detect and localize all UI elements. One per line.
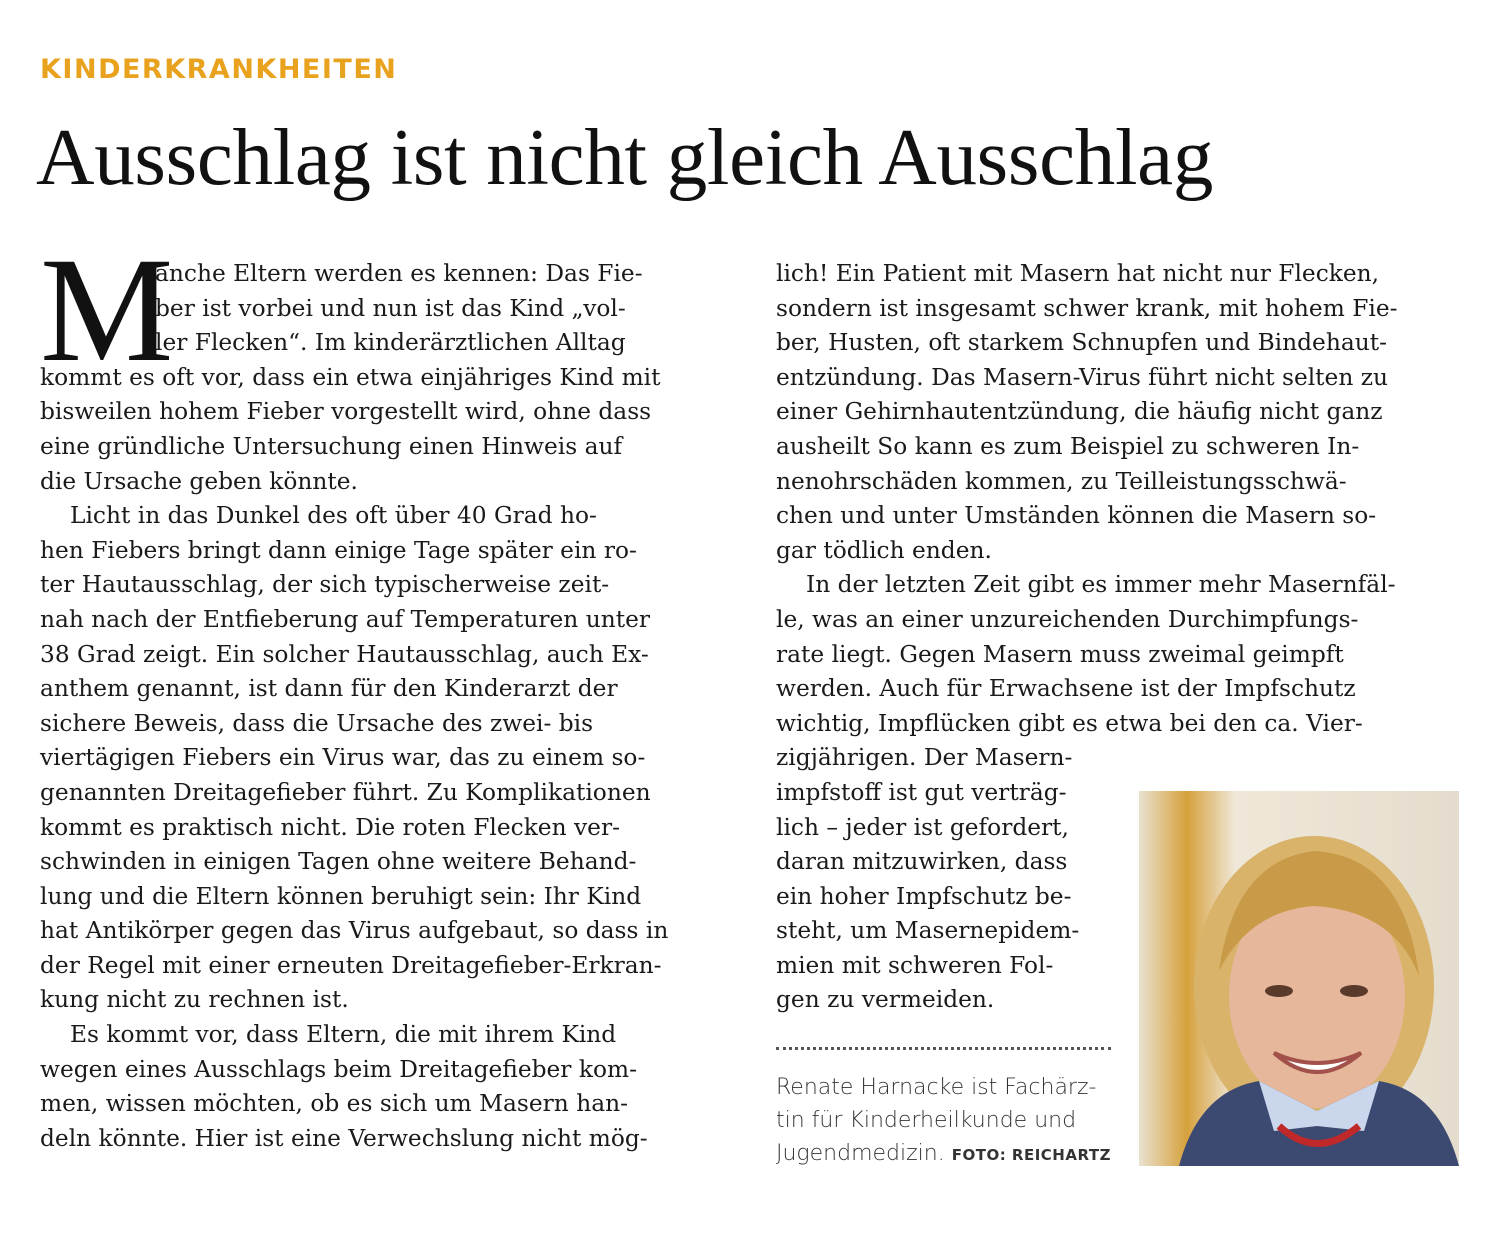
body-line: daran mitzuwirken, dass (776, 848, 1068, 876)
body-line: kung nicht zu rechnen ist. (40, 986, 349, 1014)
author-portrait-photo (1139, 791, 1459, 1166)
body-line: 38 Grad zeigt. Ein solcher Hautausschlag, auch Ex- (40, 640, 649, 668)
body-line: zigjährigen. Der Masern- (776, 744, 1073, 772)
body-line: sichere Beweis, dass die Ursache des zwei- bis (40, 709, 594, 737)
body-line: entzündung. Das Masern-Virus führt nicht selten zu (776, 363, 1389, 391)
article-column-1 (40, 257, 730, 1156)
portrait-illustration (1139, 791, 1459, 1166)
body-line: chen und unter Umständen können die Masern so- (776, 502, 1377, 530)
article-headline: Ausschlag ist nicht gleich Ausschlag (36, 112, 1214, 202)
body-line: Licht in das Dunkel des oft über 40 Grad ho- (70, 502, 597, 530)
body-line: kommt es praktisch nicht. Die roten Flecken ver- (40, 813, 620, 841)
body-line: gar tödlich enden. (776, 536, 992, 564)
caption-line: tin für Kinderheilkunde und (776, 1108, 1077, 1133)
body-line: der Regel mit einer erneuten Dreitagefieber-Erkran- (40, 951, 662, 979)
body-line: bisweilen hohem Fieber vorgestellt wird, ohne dass (40, 398, 652, 426)
body-line: ler Flecken“. Im kinderärztlichen Alltag (155, 329, 626, 357)
body-line: rate liegt. Gegen Masern muss zweimal geimpft (776, 640, 1344, 668)
body-line: nah nach der Entfieberung auf Temperaturen unter (40, 605, 651, 633)
body-line: deln könnte. Hier ist eine Verwechslung nicht mög- (40, 1124, 648, 1152)
body-line: sondern ist insgesamt schwer krank, mit hohem Fie- (776, 294, 1398, 322)
photo-caption (776, 1071, 1121, 1170)
body-line: gen zu vermeiden. (776, 986, 995, 1014)
body-line: In der letzten Zeit gibt es immer mehr Masernfäl- (806, 571, 1396, 599)
photo-credit: FOTO: REICHARTZ (951, 1146, 1111, 1164)
body-line: ber, Husten, oft starkem Schnupfen und Bindehaut- (776, 329, 1387, 357)
body-line: Es kommt vor, dass Eltern, die mit ihrem Kind (70, 1021, 617, 1049)
body-line: men, wissen möchten, ob es sich um Masern han- (40, 1090, 628, 1118)
body-line: ein hoher Impfschutz be- (776, 882, 1072, 910)
body-line: anche Eltern werden es kennen: Das Fie- (155, 260, 643, 287)
caption-line (776, 1137, 1121, 1170)
body-line: lung und die Eltern können beruhigt sein: Ihr Kind (40, 882, 642, 910)
body-line: nenohrschäden kommen, zu Teilleistungsschwä- (776, 467, 1347, 495)
body-line: schwinden in einigen Tagen ohne weitere Behand- (40, 848, 637, 876)
body-line: wichtig, Impflücken gibt es etwa bei den ca. Vier- (776, 709, 1363, 737)
body-line: impfstoff ist gut verträg- (776, 778, 1067, 806)
body-line: einer Gehirnhautentzündung, die häufig nicht ganz (776, 398, 1383, 426)
body-line: eine gründliche Untersuchung einen Hinweis auf (40, 432, 623, 460)
body-line: lich – jeder ist gefordert, (776, 813, 1069, 841)
caption-separator (776, 1047, 1111, 1050)
body-line: viertägigen Fiebers ein Virus war, das zu einem so- (40, 744, 646, 772)
body-line: lich! Ein Patient mit Masern hat nicht nur Flecken, (776, 260, 1380, 287)
body-line: ber ist vorbei und nun ist das Kind „vol- (155, 294, 626, 322)
caption-line: Renate Harnacke ist Fachärz- (776, 1075, 1097, 1100)
body-line: wegen eines Ausschlags beim Dreitagefieber kom- (40, 1055, 637, 1083)
body-line: hat Antikörper gegen das Virus aufgebaut, so dass in (40, 917, 669, 945)
body-line: ausheilt So kann es zum Beispiel zu schweren In- (776, 432, 1360, 460)
body-line: kommt es oft vor, dass ein etwa einjähriges Kind mit (40, 363, 661, 391)
body-line: hen Fiebers bringt dann einige Tage später ein ro- (40, 536, 637, 564)
body-line: die Ursache geben könnte. (40, 467, 358, 495)
body-line: ter Hautausschlag, der sich typischerweise zeit- (40, 571, 610, 599)
drop-cap: M (40, 227, 174, 393)
body-line: anthem genannt, ist dann für den Kinderarzt der (40, 675, 618, 703)
body-line: le, was an einer unzureichenden Durchimpfungs- (776, 605, 1359, 633)
section-kicker: KINDERKRANKHEITEN (40, 54, 398, 85)
body-line: mien mit schweren Fol- (776, 951, 1054, 979)
body-line: werden. Auch für Erwachsene ist der Impfschutz (776, 675, 1356, 703)
body-line: steht, um Masernepidem- (776, 917, 1080, 945)
body-line: genannten Dreitagefieber führt. Zu Komplikationen (40, 778, 651, 806)
caption-text: Jugendmedizin. (776, 1141, 945, 1166)
